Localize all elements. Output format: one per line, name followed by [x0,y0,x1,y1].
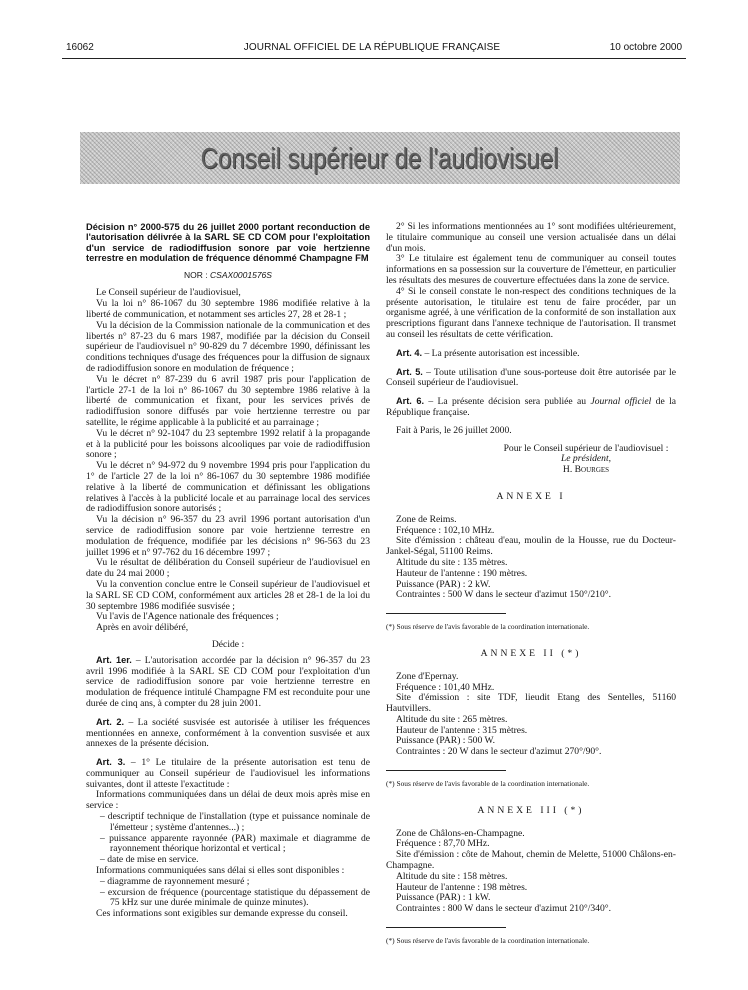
publication-date: 10 octobre 2000 [609,42,682,53]
footnote-rule [386,927,506,928]
annex-line: Fréquence : 87,70 MHz. [396,838,490,850]
page-header [62,42,682,56]
annex-line: Zone de Châlons-en-Champagne. [396,827,525,839]
paragraph: Informations communiquées sans délai si elles sont disponibles : [96,865,345,877]
annex-line: Puissance (PAR) : 500 W. [396,735,496,747]
article-text: de la République française. [386,396,676,418]
place-date: Fait à Paris, le 26 juillet 2000. [396,424,512,436]
annex-line: Fréquence : 102,10 MHz. [396,524,495,536]
annex-line: Hauteur de l'antenne : 198 mètres. [396,881,528,893]
signature-block [386,444,676,476]
article-text: – La présente décision sera publiée au [424,396,591,408]
paragraph: Après en avoir délibéré, [96,622,189,634]
article-4 [386,348,676,360]
nor-reference [86,270,370,281]
list-item: – excursion de fréquence (pourcentage statistique du dépassement de 75 kHz sur une durée minimale de quinze minutes). [100,886,370,909]
nor-label: NOR : [184,269,208,280]
annex-1-heading: ANNEXE I [496,490,566,502]
article-5 [386,367,676,390]
article-label: Art. 4. [396,347,423,358]
annex-line: Zone d'Epernay. [396,670,459,682]
article-label: Art. 2. [96,716,125,727]
signature-name: H. Bourges [562,464,610,476]
paragraph: Vu la convention conclue entre le Conseil supérieur de l'audiovisuel et la SARL SE CD COM, conformément aux articles 28 et 28-1 de la loi du 30 septembre 1986 modifiée susvisée ; [86,578,370,612]
annex-2-heading: ANNEXE II (*) [480,647,582,659]
page-number: 16062 [66,42,94,53]
article-text: – La société susvisée est autorisée à utiliser les fréquences mentionnées en annexe, conformément à la convention susvisée et aux annexes de la présente décision. [86,716,370,750]
list-item: – descriptif technique de l'installation (type et puissance nominale de l'émetteur ; système d'antennes...) ; [100,811,370,833]
annex-line: Site d'émission : site TDF, lieudit Etang des Sentelles, 51160 Hautvillers. [386,692,676,715]
annex-line: Fréquence : 101,40 MHz. [396,681,495,693]
footnote: (*) Sous réserve de l'avis favorable de la coordination internationale. [386,779,590,789]
journal-title: JOURNAL OFFICIEL DE LA RÉPUBLIQUE FRANÇAISE [243,42,501,53]
info-list-1 [86,812,370,866]
annex-line: Contraintes : 20 W dans le secteur d'azimut 270°/90°. [396,746,602,758]
paragraph: Vu la décision n° 96-357 du 23 avril 1996 portant autorisation d'un service de radiodiffusion sonore par voie hertzienne terrestre en modulation de fréquence, modifiée par les décisions n° 96-563 du 23 juillet 1996 et n° 97-762 du 16 décembre 1997 ; [86,514,370,558]
paragraph: Vu la loi n° 86-1067 du 30 septembre 1986 modifiée relative à la liberté de communication, et notamment ses articles 27, 28 et 28-1 ; [86,298,370,321]
decision-title: Décision n° 2000-575 du 26 juillet 2000 portant reconduction de l'autorisation délivrée à la SARL SE CD COM pour l'exploitation d'un service de radiodiffusion sonore par voie hertzienne terrestre en modulation de fréquence dénommé Champagne FM [86,222,370,264]
annex-line: Zone de Reims. [396,513,457,525]
info-list-2 [86,877,370,909]
article-label: Art. 1er. [96,654,132,665]
paragraph: 4° Si le conseil constate le non-respect des conditions techniques de la présente autorisation, le titulaire est tenu de faire procéder, par un organisme agréé, à une vérification de la conformité de son installation aux prescriptions figurant dans l'annexe technique de l'autorisation. Il transmet au conseil les résultats de cette vérification. [386,285,676,340]
paragraph: Vu la décision de la Commission nationale de la communication et des libertés n° 87-23 du 6 mars 1987, modifiée par la décision du Conseil supérieur de l'audiovisuel n° 90-829 du 7 décembre 1990, définissant les conditions techniques d'usage des fréquences pour la diffusion de signaux de radiodiffusion sonore en modulation de fréquence ; [86,319,370,374]
right-column [386,222,676,947]
paragraph: Vu le décret n° 87-239 du 6 avril 1987 pris pour l'application de l'article 27-1 de la loi n° 86-1067 du 30 septembre 1986 relative à la liberté de communication et fixant, pour les services privés de radiodiffusion sonore diffusés par voie hertzienne terrestre ou par satellite, le régime applicable à la publicité et au parrainage ; [86,373,370,428]
paragraph: Ces informations sont exigibles sur demande expresse du conseil. [96,908,348,920]
annex-line: Altitude du site : 158 mètres. [396,870,508,882]
paragraph: Vu le décret n° 94-972 du 9 novembre 1994 pris pour l'application du 1° de l'article 27 de la loi n° 86-1067 du 30 septembre 1986 modifiée relative à la liberté de communication et définissant les obligations relatives à l'accès à la publicité locale et au parrainage local des services de radiodiffusion sonore autorisés ; [86,460,370,515]
article-6 [386,396,676,419]
decide-heading: Décide : [211,638,245,650]
annex-line: Site d'émission : château d'eau, moulin de la Housse, rue du Docteur-Jankel-Ségal, 51100 Reims. [386,535,676,558]
header-rule [62,58,686,59]
annex-line: Altitude du site : 135 mètres. [396,556,508,568]
article-text: – Toute utilisation d'une sous-porteuse doit être autorisée par le Conseil supérieur de l'audiovisuel. [386,366,676,389]
banner-title: Conseil supérieur de l'audiovisuel [201,143,559,175]
nor-code: CSAX0001576S [210,269,272,280]
footnote: (*) Sous réserve de l'avis favorable de la coordination internationale. [386,622,590,632]
paragraph: Vu le décret n° 92-1047 du 23 septembre 1992 relatif à la propagande et à la publicité pour les boissons alcooliques par voie de radiodiffusion sonore ; [86,427,370,461]
annex-line: Contraintes : 500 W dans le secteur d'azimut 150°/210°. [396,589,612,601]
journal-name: Journal officiel [590,396,652,408]
left-column [86,222,370,920]
article-2 [86,717,370,750]
annex-3-heading: ANNEXE III (*) [477,804,585,816]
paragraph: Vu le résultat de délibération du Conseil supérieur de l'audiovisuel en date du 24 mai 2000 ; [86,557,370,580]
signature-role: Le président, [560,453,612,465]
annex-line: Hauteur de l'antenne : 315 mètres. [396,724,528,736]
article-1 [86,655,370,710]
paragraph: Vu l'avis de l'Agence nationale des fréquences ; [96,611,279,623]
list-item: – diagramme de rayonnement mesuré ; [100,875,250,887]
paragraph: 3° Le titulaire est également tenu de communiquer au conseil toutes informations en sa possession sur la couverture de l'émetteur, en particulier les résultats des mesures de couverture effectuées dans la zone de service. [386,253,676,286]
annex-line: Site d'émission : côte de Mahout, chemin de Melette, 51000 Châlons-en-Champagne. [386,849,676,872]
list-item: – puissance apparente rayonnée (PAR) maximale et diagramme de rayonnement théorique horizontal et vertical ; [100,832,370,855]
annex-line: Altitude du site : 265 mètres. [396,713,508,725]
article-text: – 1° Le titulaire de la présente autorisation est tenu de communiquer au Conseil supérieur de l'audiovisuel les informations suivantes, dont il atteste l'exactitude : [86,757,370,790]
article-label: Art. 6. [396,396,424,407]
footnote: (*) Sous réserve de l'avis favorable de la coordination internationale. [386,936,590,946]
annex-line: Puissance (PAR) : 2 kW. [396,578,491,590]
section-banner [80,132,680,184]
list-item: – date de mise en service. [100,854,199,866]
annex-line: Puissance (PAR) : 1 kW. [396,892,491,904]
annex-line: Hauteur de l'antenne : 190 mètres. [396,567,528,579]
article-label: Art. 5. [396,366,423,377]
annex-line: Contraintes : 800 W dans le secteur d'azimut 210°/340°. [396,903,612,915]
footnote-rule [386,613,506,614]
article-3 [86,757,370,790]
footnote-rule [386,770,506,771]
signature-for: Pour le Conseil supérieur de l'audiovisuel : [503,442,669,454]
article-text: – La présente autorisation est incessible. [422,347,580,359]
article-text: – L'autorisation accordée par la décision n° 96-357 du 23 avril 1996 modifiée à la SARL SE CD COM pour l'exploitation d'un service de radiodiffusion sonore par voie hertzienne terrestre en modulation de fréquence intitulé Champagne FM est reconduite pour une durée de cinq ans, à compter du 28 juin 2001. [86,654,370,709]
paragraph: 2° Si les informations mentionnées au 1° sont modifiées ultérieurement, le titulaire communique au conseil une version actualisée dans un délai d'un mois. [386,221,676,254]
paragraph: Informations communiquées dans un délai de deux mois après mise en service : [86,789,370,812]
paragraph: Le Conseil supérieur de l'audiovisuel, [96,287,241,299]
article-label: Art. 3. [96,757,126,768]
